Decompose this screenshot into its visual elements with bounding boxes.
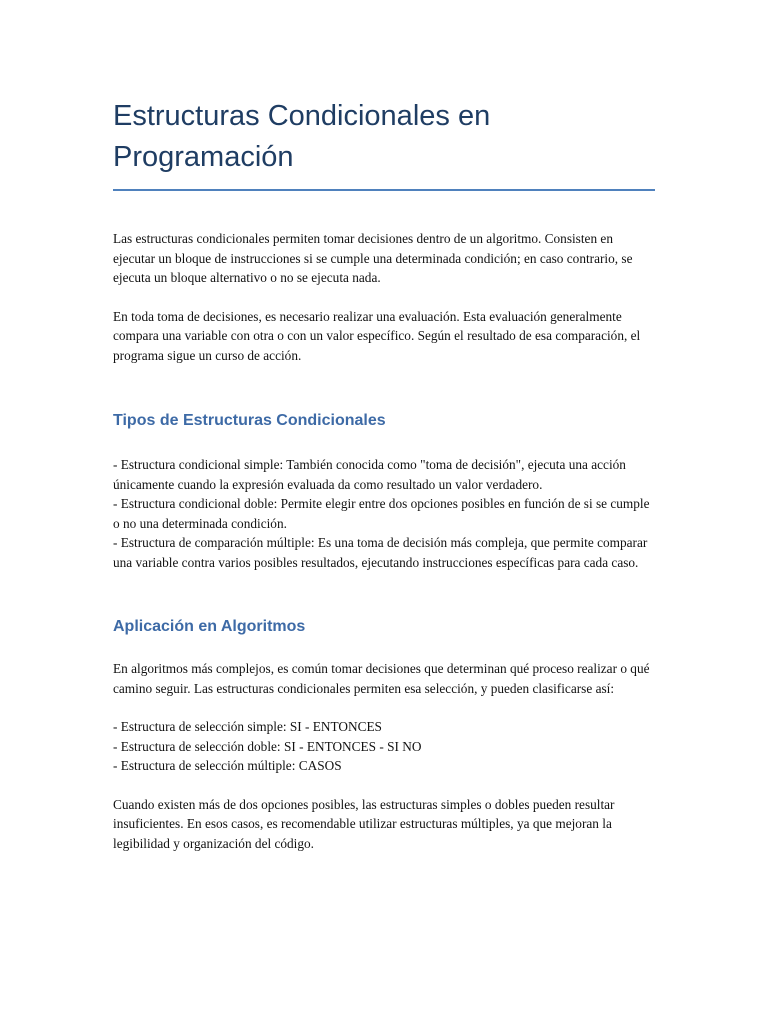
list-item: - Estructura condicional doble: Permite elegir entre dos opciones posibles en función de si se cumple o no una determinada condición. [113, 496, 650, 531]
closing-paragraph: Cuando existen más de dos opciones posibles, las estructuras simples o dobles pueden resultar insuficientes. En esos casos, es recomendable utilizar estructuras múltiples, ya que mejoran la legibilidad y organización del código. [113, 796, 615, 851]
aplicacion-intro-paragraph: En algoritmos más complejos, es común tomar decisiones que determinan qué proceso realizar o qué camino seguir. Las estructuras condicionales permiten esa selección, y pueden clasificarse así: [113, 661, 650, 696]
section-heading-aplicacion: Aplicación en Algoritmos [113, 618, 306, 635]
tipos-list [113, 455, 655, 572]
section-heading-tipos: Tipos de Estructuras Condicionales [113, 412, 386, 429]
list-item: - Estructura de selección doble: SI - ENTONCES - SI NO [113, 738, 422, 754]
seleccion-list [113, 717, 655, 776]
intro-paragraph-1: Las estructuras condicionales permiten tomar decisiones dentro de un algoritmo. Consisten en ejecutar un bloque de instrucciones si se cumple una determinada condición; en caso contrario, se ejecuta un bloque alternativo o no se ejecuta nada. [113, 231, 633, 285]
list-item: - Estructura condicional simple: También conocida como "toma de decisión", ejecuta una acción únicamente cuando la expresión evaluada da como resultado un valor verdadero. [113, 457, 626, 492]
list-item: - Estructura de selección múltiple: CASOS [113, 758, 342, 773]
document-page [113, 96, 655, 853]
list-item: - Estructura de selección simple: SI - ENTONCES [113, 719, 382, 734]
list-item: - Estructura de comparación múltiple: Es una toma de decisión más compleja, que permite comparar una variable contra varios posibles resultados, ejecutando instrucciones específicas para cada caso. [113, 535, 648, 570]
document-title: Estructuras Condicionales en Programación [113, 100, 491, 173]
intro-paragraph-2: En toda toma de decisiones, es necesario realizar una evaluación. Esta evaluación generalmente compara una variable con otra o con un valor específico. Según el resultado de esa comparación, el programa sigue un curso de acción. [113, 308, 641, 363]
title-underline [113, 189, 655, 191]
